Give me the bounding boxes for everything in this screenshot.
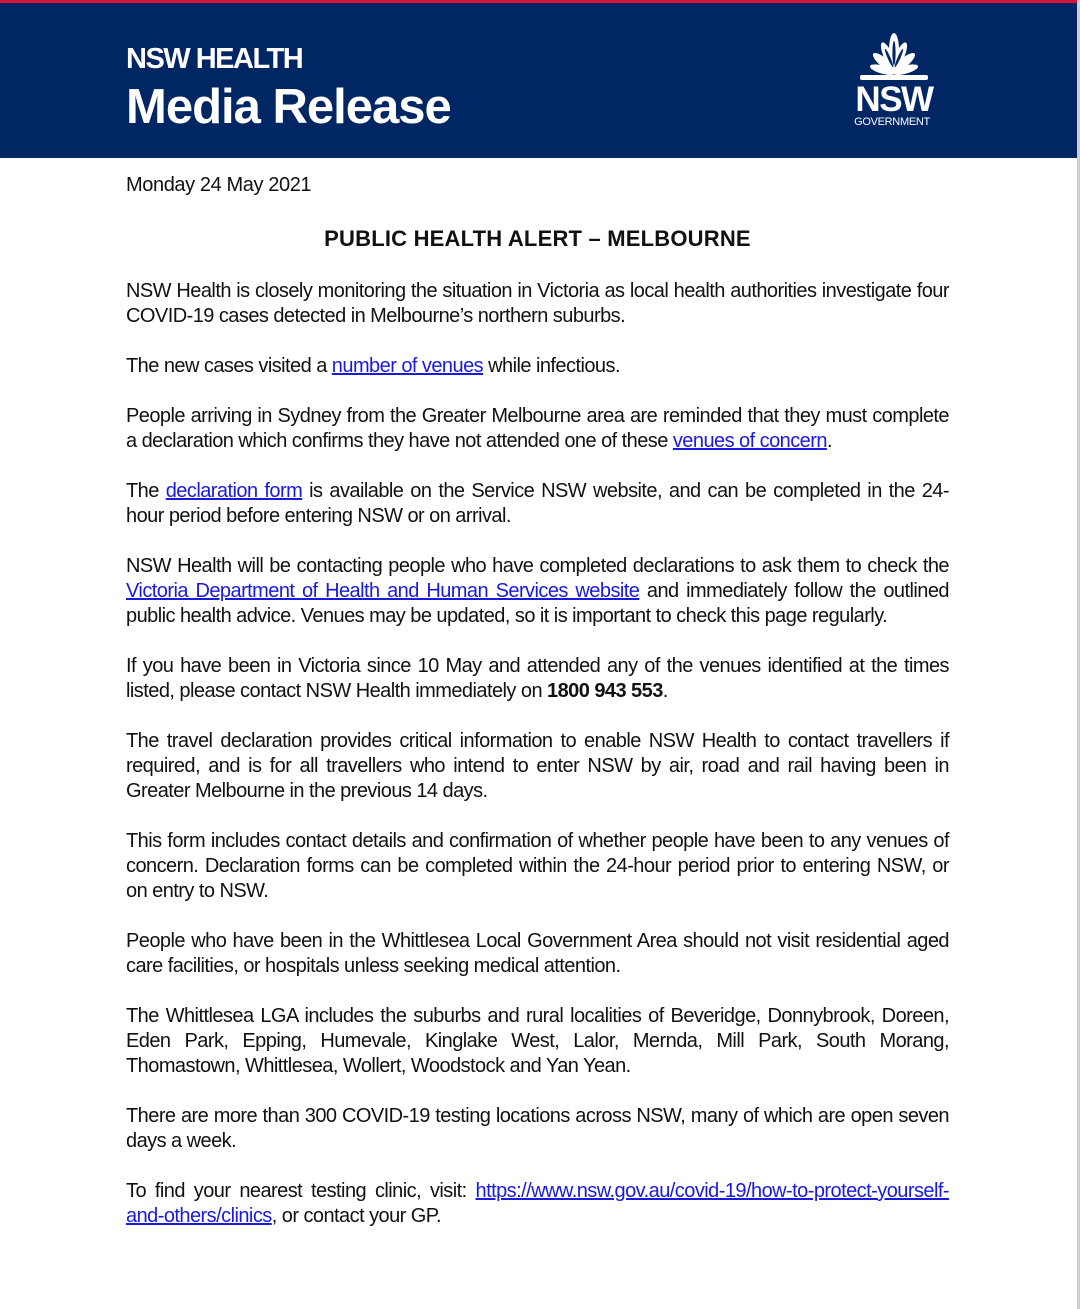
text-segment: , or contact your GP. [271, 1205, 442, 1227]
text-segment: The new cases visited a [126, 355, 332, 377]
paragraph-form-details: This form includes contact details and confirmation of whether people have been to any venues of concern. Declaration forms can be completed within the 24-hour period prior to entering NSW, or on entry to NSW. [126, 830, 949, 902]
text-segment: The [126, 480, 166, 502]
number-of-venues-link[interactable]: number of venues [331, 355, 484, 377]
paragraph-whittlesea-visits: People who have been in the Whittlesea Local Government Area should not visit residential aged care facilities, or hospitals unless seeking medical attention. [126, 930, 949, 977]
waratah-icon [846, 31, 942, 83]
logo-wordmark: NSW [855, 80, 933, 119]
release-body [126, 279, 949, 1254]
header-kicker: NSW HEALTH [126, 43, 303, 75]
paragraph-declaration-reminder [126, 404, 949, 454]
text-segment: To find your nearest testing clinic, visit: [126, 1180, 476, 1202]
text-segment: NSW Health will be contacting people who have completed declarations to ask them to check the [126, 555, 949, 577]
header-title: Media Release [126, 80, 451, 134]
paragraph-travel-declaration: The travel declaration provides critical information to enable NSW Health to contact travellers if required, and is for all travellers who intend to enter NSW by air, road and rail having been in Greater Melbourne in the previous 14 days. [126, 730, 949, 802]
venues-of-concern-link[interactable]: venues of concern [672, 430, 827, 452]
media-release-header [0, 3, 1077, 158]
paragraph-declaration-form [126, 479, 949, 529]
victoria-dhhs-website-link[interactable]: Victoria Department of Health and Human Services website [126, 580, 640, 602]
logo-subtitle: GOVERNMENT [854, 116, 930, 128]
clinics-url-link[interactable]: https://www.nsw.gov.au/covid-19/how-to-protect-yourself-and-others/clinics [126, 1180, 949, 1227]
paragraph-contacting [126, 554, 949, 629]
text-segment: People arriving in Sydney from the Greater Melbourne area are reminded that they must complete a declaration which confirms they have not attended one of these [126, 405, 949, 452]
text-segment: while infectious. [483, 355, 620, 377]
release-headline: PUBLIC HEALTH ALERT – MELBOURNE [324, 226, 751, 251]
nsw-government-logo [846, 31, 942, 131]
text-segment: and immediately follow the outlined public health advice. Venues may be updated, so it is important to check this page regularly. [126, 580, 949, 627]
paragraph-contact-hotline [126, 654, 949, 704]
paragraph-new-cases [126, 354, 949, 379]
text-segment: If you have been in Victoria since 10 May and attended any of the venues identified at the times listed, please contact NSW Health immediately on [126, 655, 949, 702]
paragraph-whittlesea-suburbs: The Whittlesea LGA includes the suburbs and rural localities of Beveridge, Donnybrook, Doreen, Eden Park, Epping, Humevale, Kinglake West, Lalor, Mernda, Mill Park, South Morang, Thomastown, Whittlesea, Wollert, Woodstock and Yan Yean. [126, 1005, 949, 1077]
text-segment: . [826, 430, 832, 452]
paragraph-monitoring: NSW Health is closely monitoring the situation in Victoria as local health authorities investigate four COVID-19 cases detected in Melbourne’s northern suburbs. [126, 280, 949, 327]
hotline-number: 1800 943 553 [547, 680, 663, 702]
text-segment: is available on the Service NSW website, and can be completed in the 24-hour period before entering NSW or on arrival. [126, 480, 949, 527]
paragraph-find-clinic [126, 1179, 949, 1229]
text-segment: . [662, 680, 668, 702]
declaration-form-link[interactable]: declaration form [165, 480, 303, 502]
release-date: Monday 24 May 2021 [126, 174, 312, 196]
paragraph-testing-locations: There are more than 300 COVID-19 testing locations across NSW, many of which are open seven days a week. [126, 1105, 949, 1152]
